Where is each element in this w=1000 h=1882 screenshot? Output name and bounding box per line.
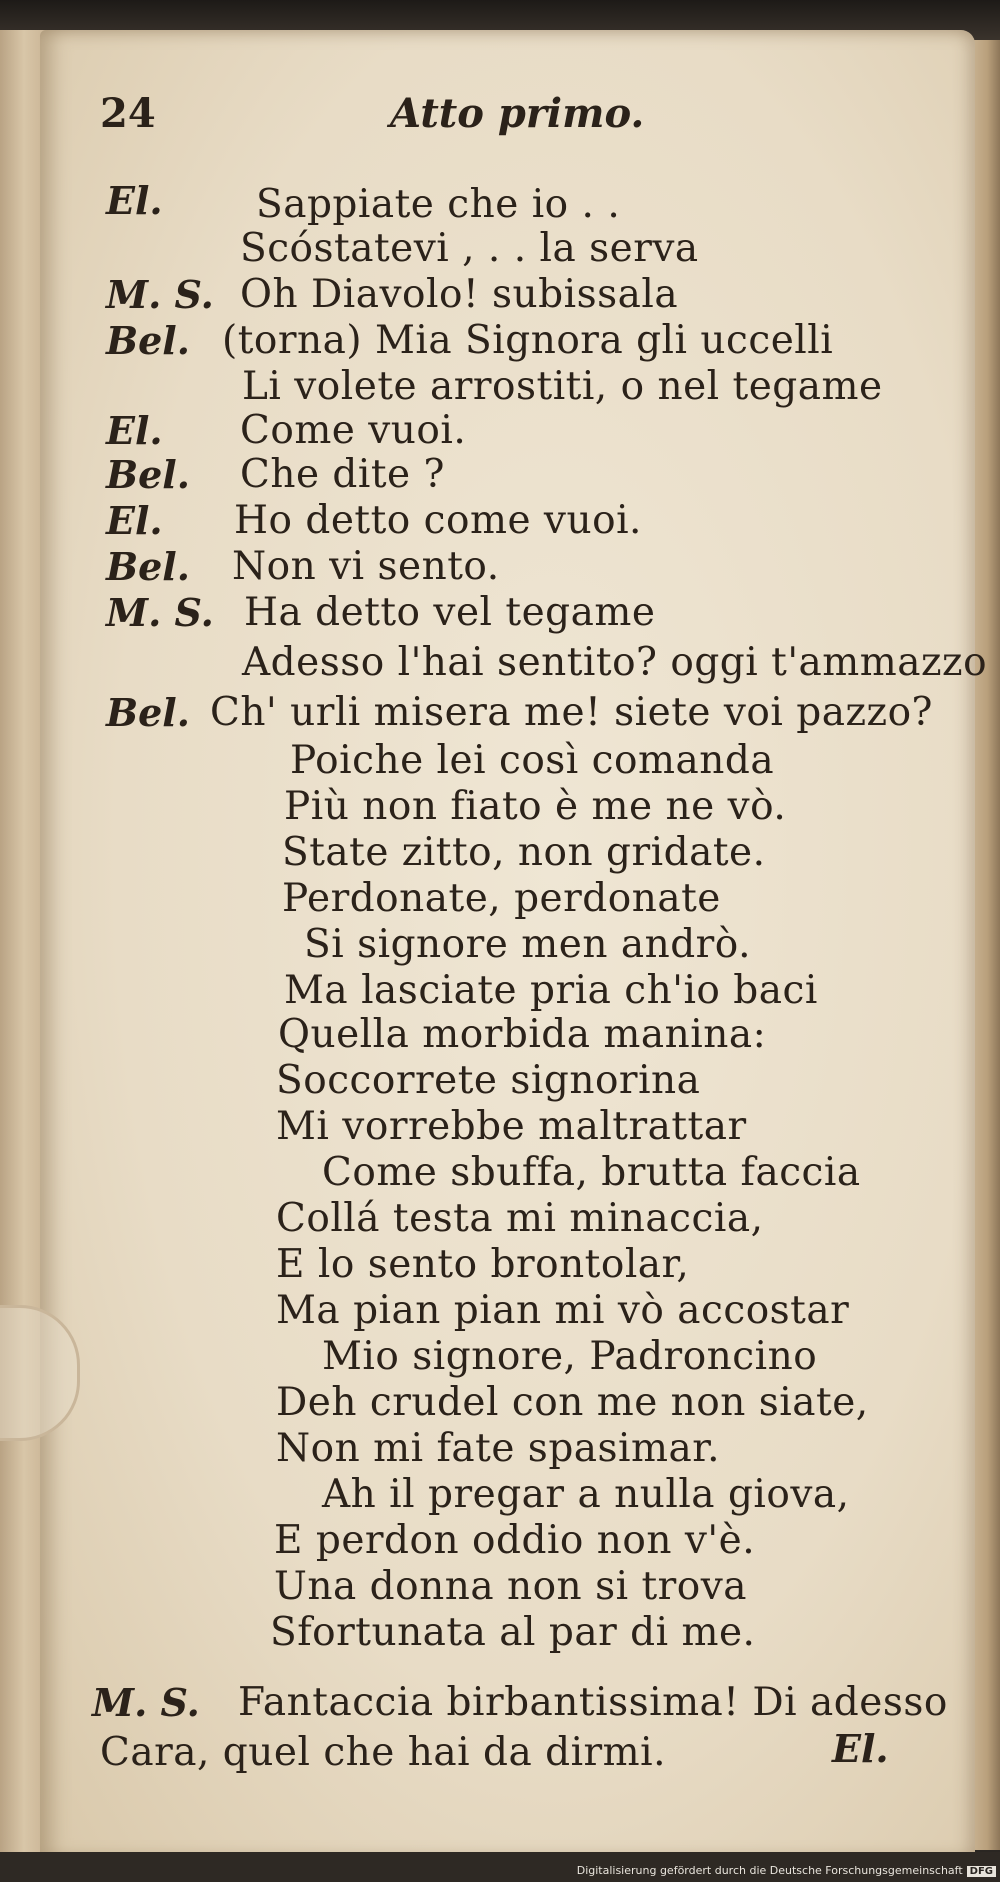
credit-text: Digitalisierung gefördert durch die Deutsche Forschungsgemeinschaft [576,1864,963,1877]
verse-line: Deh crudel con me non siate, [276,1380,869,1425]
verse-line: Ha detto vel tegame [244,590,656,635]
verse-line: Mi vorrebbe maltrattar [276,1104,747,1149]
speaker-label: M. S. [106,272,214,317]
speaker-label: Bel. [106,544,190,589]
verse-line: Mio signore, Padroncino [322,1334,818,1379]
verse-line: Come sbuffa, brutta faccia [322,1150,861,1195]
speaker-label: Bel. [106,690,190,735]
verse-line: State zitto, non gridate. [282,830,766,875]
verse-line: Quella morbida manina: [278,1012,767,1057]
speaker-label: Bel. [106,318,190,363]
verse-line: Ma lasciate pria ch'io baci [284,968,818,1013]
verse-line: E perdon oddio non v'è. [274,1518,756,1563]
verse-line: Sappiate che io . . [256,182,621,227]
verse-line: Oh Diavolo! subissala [240,272,679,317]
verse-line: Come vuoi. [240,408,467,453]
verse-line: Li volete arrostiti, o nel tegame [242,364,883,409]
verse-line: Ah il pregar a nulla giova, [322,1472,850,1517]
speaker-label: Bel. [106,452,190,497]
verse-line: Non mi fate spasimar. [276,1426,721,1471]
verse-line: Collá testa mi minaccia, [276,1196,764,1241]
running-title: Atto primo. [390,90,645,137]
verse-line: Sfortunata al par di me. [270,1610,756,1655]
verse-line: Non vi sento. [232,544,500,589]
speaker-label: M. S. [92,1680,200,1725]
dfg-logo: DFG [967,1866,996,1877]
verse-line: Poiche lei così comanda [290,738,775,783]
speaker-label: El. [106,498,163,543]
verse-line: Si signore men andrò. [304,922,752,967]
catchword: El. [832,1726,889,1771]
verse-line: Ma pian pian mi vò accostar [276,1288,850,1333]
verse-line: Cara, quel che hai da dirmi. [100,1730,667,1775]
verse-line: Soccorrete signorina [276,1058,701,1103]
verse-line: Più non fiato è me ne vò. [284,784,787,829]
verse-line: Perdonate, perdonate [282,876,721,921]
verse-line: E lo sento brontolar, [276,1242,690,1287]
page-number: 24 [100,90,156,137]
verse-line: Fantaccia birbantissima! Di adesso [238,1680,948,1725]
verse-line: Ch' urli misera me! siete voi pazzo? [210,690,933,735]
verse-line: (torna) Mia Signora gli uccelli [222,318,834,363]
verse-line: Scóstatevi , . . la serva [240,226,699,271]
page-header [100,90,940,150]
speaker-label: El. [106,178,163,223]
verse-line: Una donna non si trova [274,1564,748,1609]
digitization-credit [577,1864,996,1877]
verse-line: Che dite ? [240,452,445,497]
speaker-label: El. [106,408,163,453]
speaker-label: M. S. [106,590,214,635]
verse-line: Adesso l'hai sentito? oggi t'ammazzo [242,640,988,685]
verse-line: Ho detto come vuoi. [234,498,642,543]
